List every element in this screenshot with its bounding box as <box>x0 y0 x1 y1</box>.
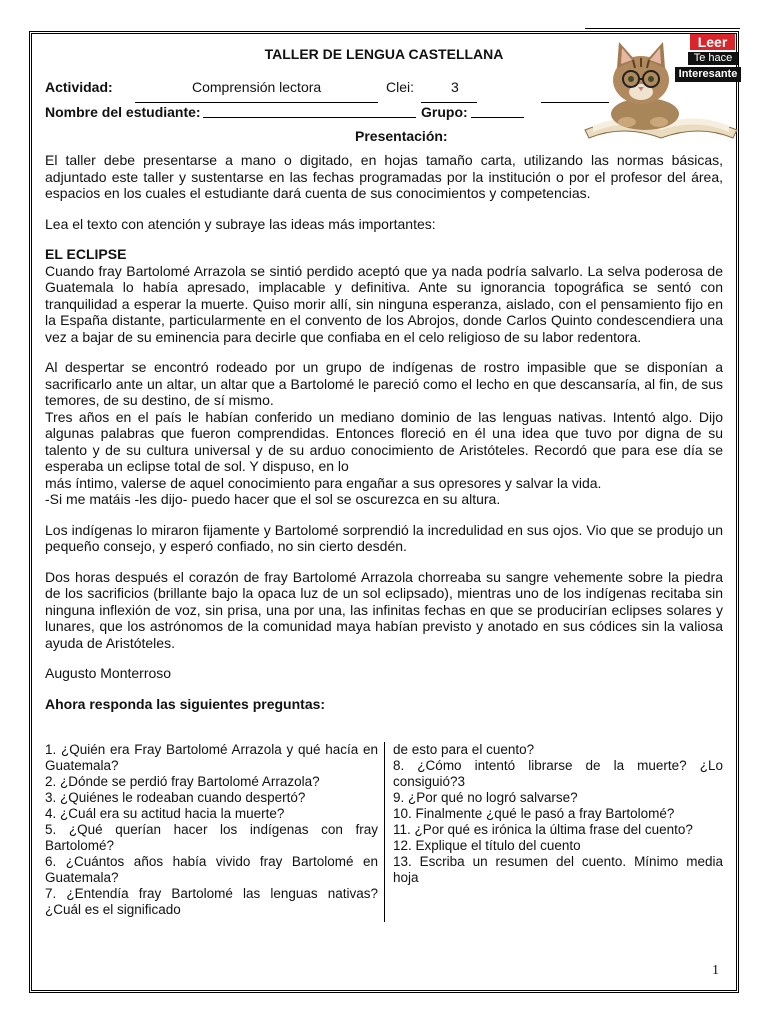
page-number: 1 <box>712 963 719 978</box>
clei-value: 3 <box>451 79 459 95</box>
story-paragraph: más íntimo, valerse de aquel conocimiento para engañar a sus opresores y salvar la vida. <box>45 474 602 491</box>
question-item: 2. ¿Dónde se perdió fray Bartolomé Arrazola? <box>45 774 320 789</box>
question-item: 1. ¿Quién era Fray Bartolomé Arrazola y qué hacía en Guatemala? <box>45 742 378 773</box>
top-rule <box>585 28 740 29</box>
questions-right-column <box>393 742 723 886</box>
story-paragraph: Tres años en el país le habían conferido un mediano dominio de las lenguas nativas. Intentó algo. Dijo algunas palabras que fueron comprendidas. Entonces floreció en él una idea que tuvo por digna de su talento y de su cultura universal y de su arduo conocimiento de Aristóteles. Recordó que para ese día se esperaba un eclipse total de sol. Y dispuso, en lo <box>45 408 723 474</box>
question-item: 4. ¿Cuál era su actitud hacia la muerte? <box>45 806 285 821</box>
presentacion-heading: Presentación: <box>355 128 448 144</box>
grupo-label: Grupo: <box>421 104 468 120</box>
story-paragraph: Cuando fray Bartolomé Arrazola se sintió perdido aceptó que ya nada podría salvarlo. La selva poderosa de Guatemala lo había apresado, implacable y definitiva. Ante su ignorancia topográfica se sentó con tranquilidad a esperar la muerte. Quiso morir allí, sin ninguna esperanza, aislado, con el pensamiento fijo en la España distante, particularmente en el convento de los Abrojos, donde Carlos Quinto condescendiera una vez a bajar de su eminencia para decirle que confiaba en el celo religioso de su labor redentora. <box>45 262 723 345</box>
question-item: 8. ¿Cómo intentó librarse de la muerte? ¿Lo consiguió?3 <box>393 758 723 789</box>
question-item: 5. ¿Qué querían hacer los indígenas con fray Bartolomé? <box>45 822 378 853</box>
story-paragraph: -Si me matáis -les dijo- puedo hacer que el sol se oscurezca en su altura. <box>45 491 501 507</box>
badge-te-hace: Te hace <box>688 52 738 65</box>
question-item: 12. Explique el título del cuento <box>393 838 581 853</box>
question-item: 3. ¿Quiénes le rodeaban cuando despertó? <box>45 790 306 805</box>
story-title: EL ECLIPSE <box>45 246 127 262</box>
page-title: TALLER DE LENGUA CASTELLANA <box>264 46 504 62</box>
story-paragraph: Los indígenas lo miraron fijamente y Bartolomé sorprendió la incredulidad en sus ojos. Vio que se produjo un pequeño consejo, y esperó confiado, no sin cierto desdén. <box>45 521 723 554</box>
column-divider <box>384 742 385 922</box>
badge-leer: Leer <box>690 34 735 50</box>
actividad-label: Actividad: <box>45 79 113 95</box>
question-item: 11. ¿Por qué es irónica la última frase del cuento? <box>393 822 693 837</box>
document-body <box>45 152 723 712</box>
question-item: 13. Escriba un resumen del cuento. Mínimo media hoja <box>393 854 723 885</box>
actividad-value: Comprensión lectora <box>192 79 322 95</box>
question-item: de esto para el cuento? <box>393 742 535 757</box>
grupo-line <box>471 103 524 118</box>
intro-paragraph: El taller debe presentarse a mano o digitado, en hojas tamaño carta, utilizando las normas básicas, adjuntado este taller y sustentarse en las fechas programadas por la institución o por el profesor del área, espacios en los cuales el estudiante dará cuenta de sus conocimientos y competencias. <box>45 152 723 201</box>
clei-label: Clei: <box>386 79 415 95</box>
story-author: Augusto Monterroso <box>45 665 172 681</box>
story-paragraph: Al despertar se encontró rodeado por un grupo de indígenas de rostro impasible que se disponían a sacrificarlo ante un altar, un altar que a Bartolomé le pareció como el lecho en que descansaría, al fin, de sus temores, de su destino, de sí mismo. <box>45 359 723 408</box>
nombre-label: Nombre del estudiante: <box>45 104 201 120</box>
question-item: 10. Finalmente ¿qué le pasó a fray Bartolomé? <box>393 806 675 821</box>
instruction-paragraph: Lea el texto con atención y subraye las ideas más importantes: <box>45 215 436 232</box>
questions-left-column <box>45 742 378 918</box>
clei-line <box>421 88 477 103</box>
question-item: 9. ¿Por qué no logró salvarse? <box>393 790 578 805</box>
question-item: 7. ¿Entendía fray Bartolomé las lenguas nativas? ¿Cuál es el significado <box>45 886 378 917</box>
badge-interesante: Interesante <box>675 67 741 82</box>
nombre-line <box>203 103 416 118</box>
questions-heading: Ahora responda las siguientes preguntas: <box>45 695 326 712</box>
question-item: 6. ¿Cuántos años había vivido fray Bartolomé en Guatemala? <box>45 854 378 885</box>
extra-line <box>541 88 609 103</box>
story-paragraph: Dos horas después el corazón de fray Bartolomé Arrazola chorreaba su sangre vehemente sobre la piedra de los sacrificios (brillante bajo la opaca luz de un sol eclipsado), mientras uno de los indígenas recitaba sin ninguna inflexión de voz, sin prisa, una por una, las infinitas fechas en que se producirían eclipses solares y lunares, que los astrónomos de la comunidad maya habían previsto y anotado en sus códices sin la valiosa ayuda de Aristóteles. <box>45 568 723 651</box>
